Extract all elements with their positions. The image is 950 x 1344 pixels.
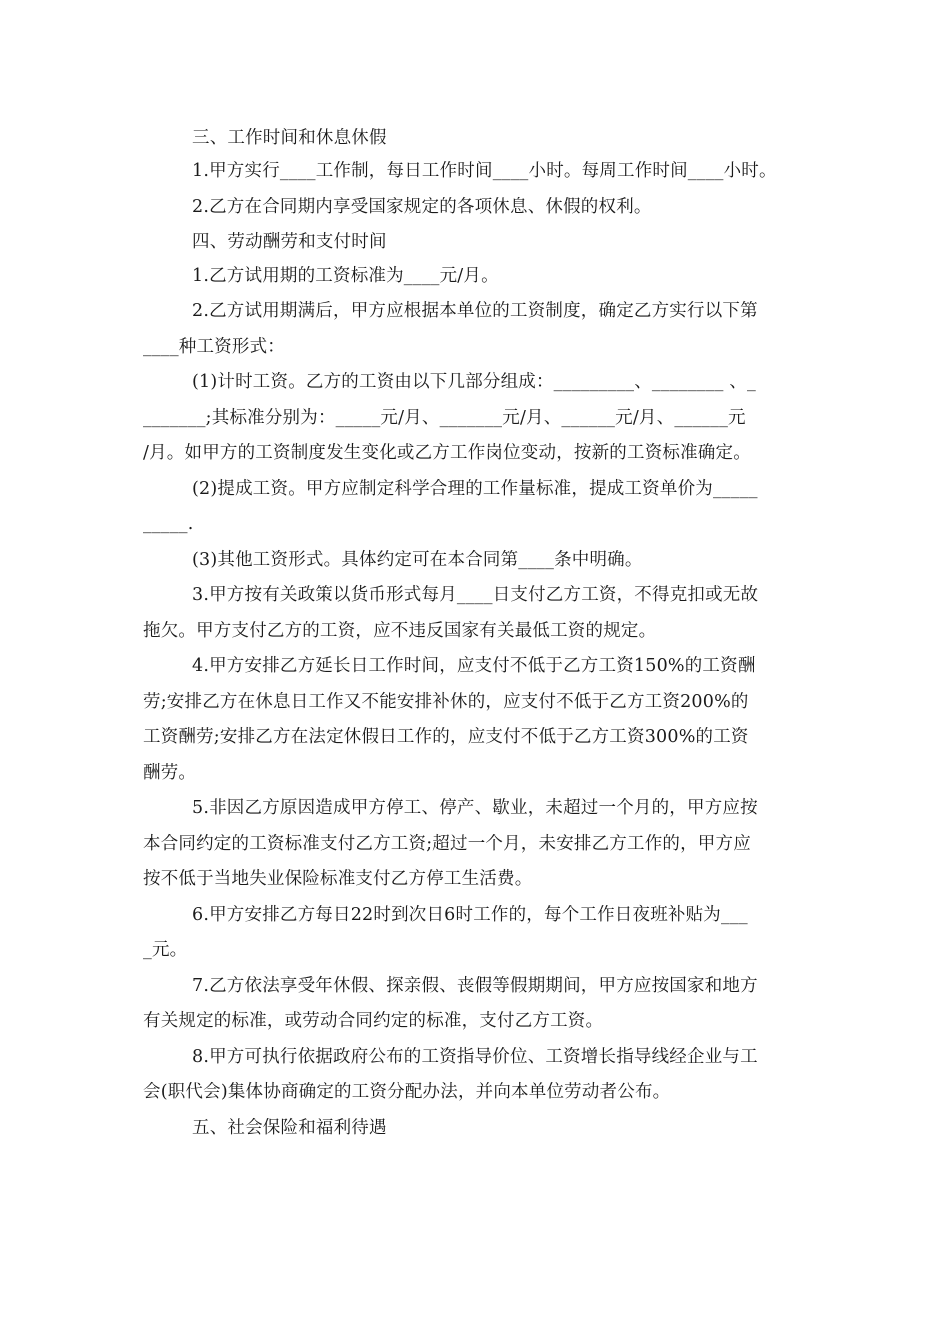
paragraph-line: 6.甲方安排乙方每日22时到次日6时工作的，每个工作日夜班补贴为___: [192, 905, 748, 925]
section-heading-5: 五、社会保险和福利待遇: [192, 1118, 387, 1138]
paragraph-line: 工资酬劳;安排乙方在法定休假日工作的，应支付不低于乙方工资300%的工资: [143, 727, 749, 747]
paragraph-line: 劳;安排乙方在休息日工作又不能安排补休的，应支付不低于乙方工资200%的: [143, 692, 749, 712]
paragraph-line: ____种工资形式：: [143, 337, 285, 357]
section-heading-3: 三、工作时间和休息休假: [192, 128, 387, 148]
paragraph-line: 8.甲方可执行依据政府公布的工资指导价位、工资增长指导线经企业与工: [192, 1047, 758, 1067]
paragraph-line: _______;其标准分别为：_____元/月、_______元/月、______元/月、______元: [143, 408, 746, 428]
paragraph-line: 3.甲方按有关政策以货币形式每月____日支付乙方工资，不得克扣或无故: [192, 585, 759, 605]
paragraph-line: _____.: [143, 514, 194, 534]
paragraph-line: 有关规定的标准，或劳动合同约定的标准，支付乙方工资。: [143, 1011, 604, 1031]
paragraph-line: 1.甲方实行____工作制，每日工作时间____小时。每周工作时间____小时。: [192, 161, 777, 181]
section-heading-4: 四、劳动酬劳和支付时间: [192, 232, 387, 252]
paragraph-line: 2.乙方在合同期内享受国家规定的各项休息、休假的权利。: [192, 197, 652, 217]
paragraph-line: (2)提成工资。甲方应制定科学合理的工作量标准，提成工资单价为_____: [192, 479, 758, 499]
paragraph-line: _元。: [143, 940, 188, 960]
paragraph-line: (3)其他工资形式。具体约定可在本合同第____条中明确。: [192, 550, 643, 570]
paragraph-line: (1)计时工资。乙方的工资由以下几部分组成：_________、________ 、_: [192, 372, 756, 392]
paragraph-line: 本合同约定的工资标准支付乙方工资;超过一个月，未安排乙方工作的，甲方应: [143, 834, 751, 854]
paragraph-line: 1.乙方试用期的工资标准为____元/月。: [192, 266, 499, 286]
paragraph-line: 按不低于当地失业保险标准支付乙方停工生活费。: [143, 869, 533, 889]
paragraph-line: 酬劳。: [143, 763, 197, 783]
paragraph-line: 4.甲方安排乙方延长日工作时间，应支付不低于乙方工资150%的工资酬: [192, 656, 756, 676]
paragraph-line: 会(职代会)集体协商确定的工资分配办法，并向本单位劳动者公布。: [143, 1082, 671, 1102]
paragraph-line: /月。如甲方的工资制度发生变化或乙方工作岗位变动，按新的工资标准确定。: [143, 443, 751, 463]
paragraph-line: 5.非因乙方原因造成甲方停工、停产、歇业，未超过一个月的，甲方应按: [192, 798, 758, 818]
paragraph-line: 7.乙方依法享受年休假、探亲假、丧假等假期期间，甲方应按国家和地方: [192, 976, 758, 996]
paragraph-line: 拖欠。甲方支付乙方的工资，应不违反国家有关最低工资的规定。: [143, 621, 657, 641]
paragraph-line: 2.乙方试用期满后，甲方应根据本单位的工资制度，确定乙方实行以下第: [192, 301, 758, 321]
